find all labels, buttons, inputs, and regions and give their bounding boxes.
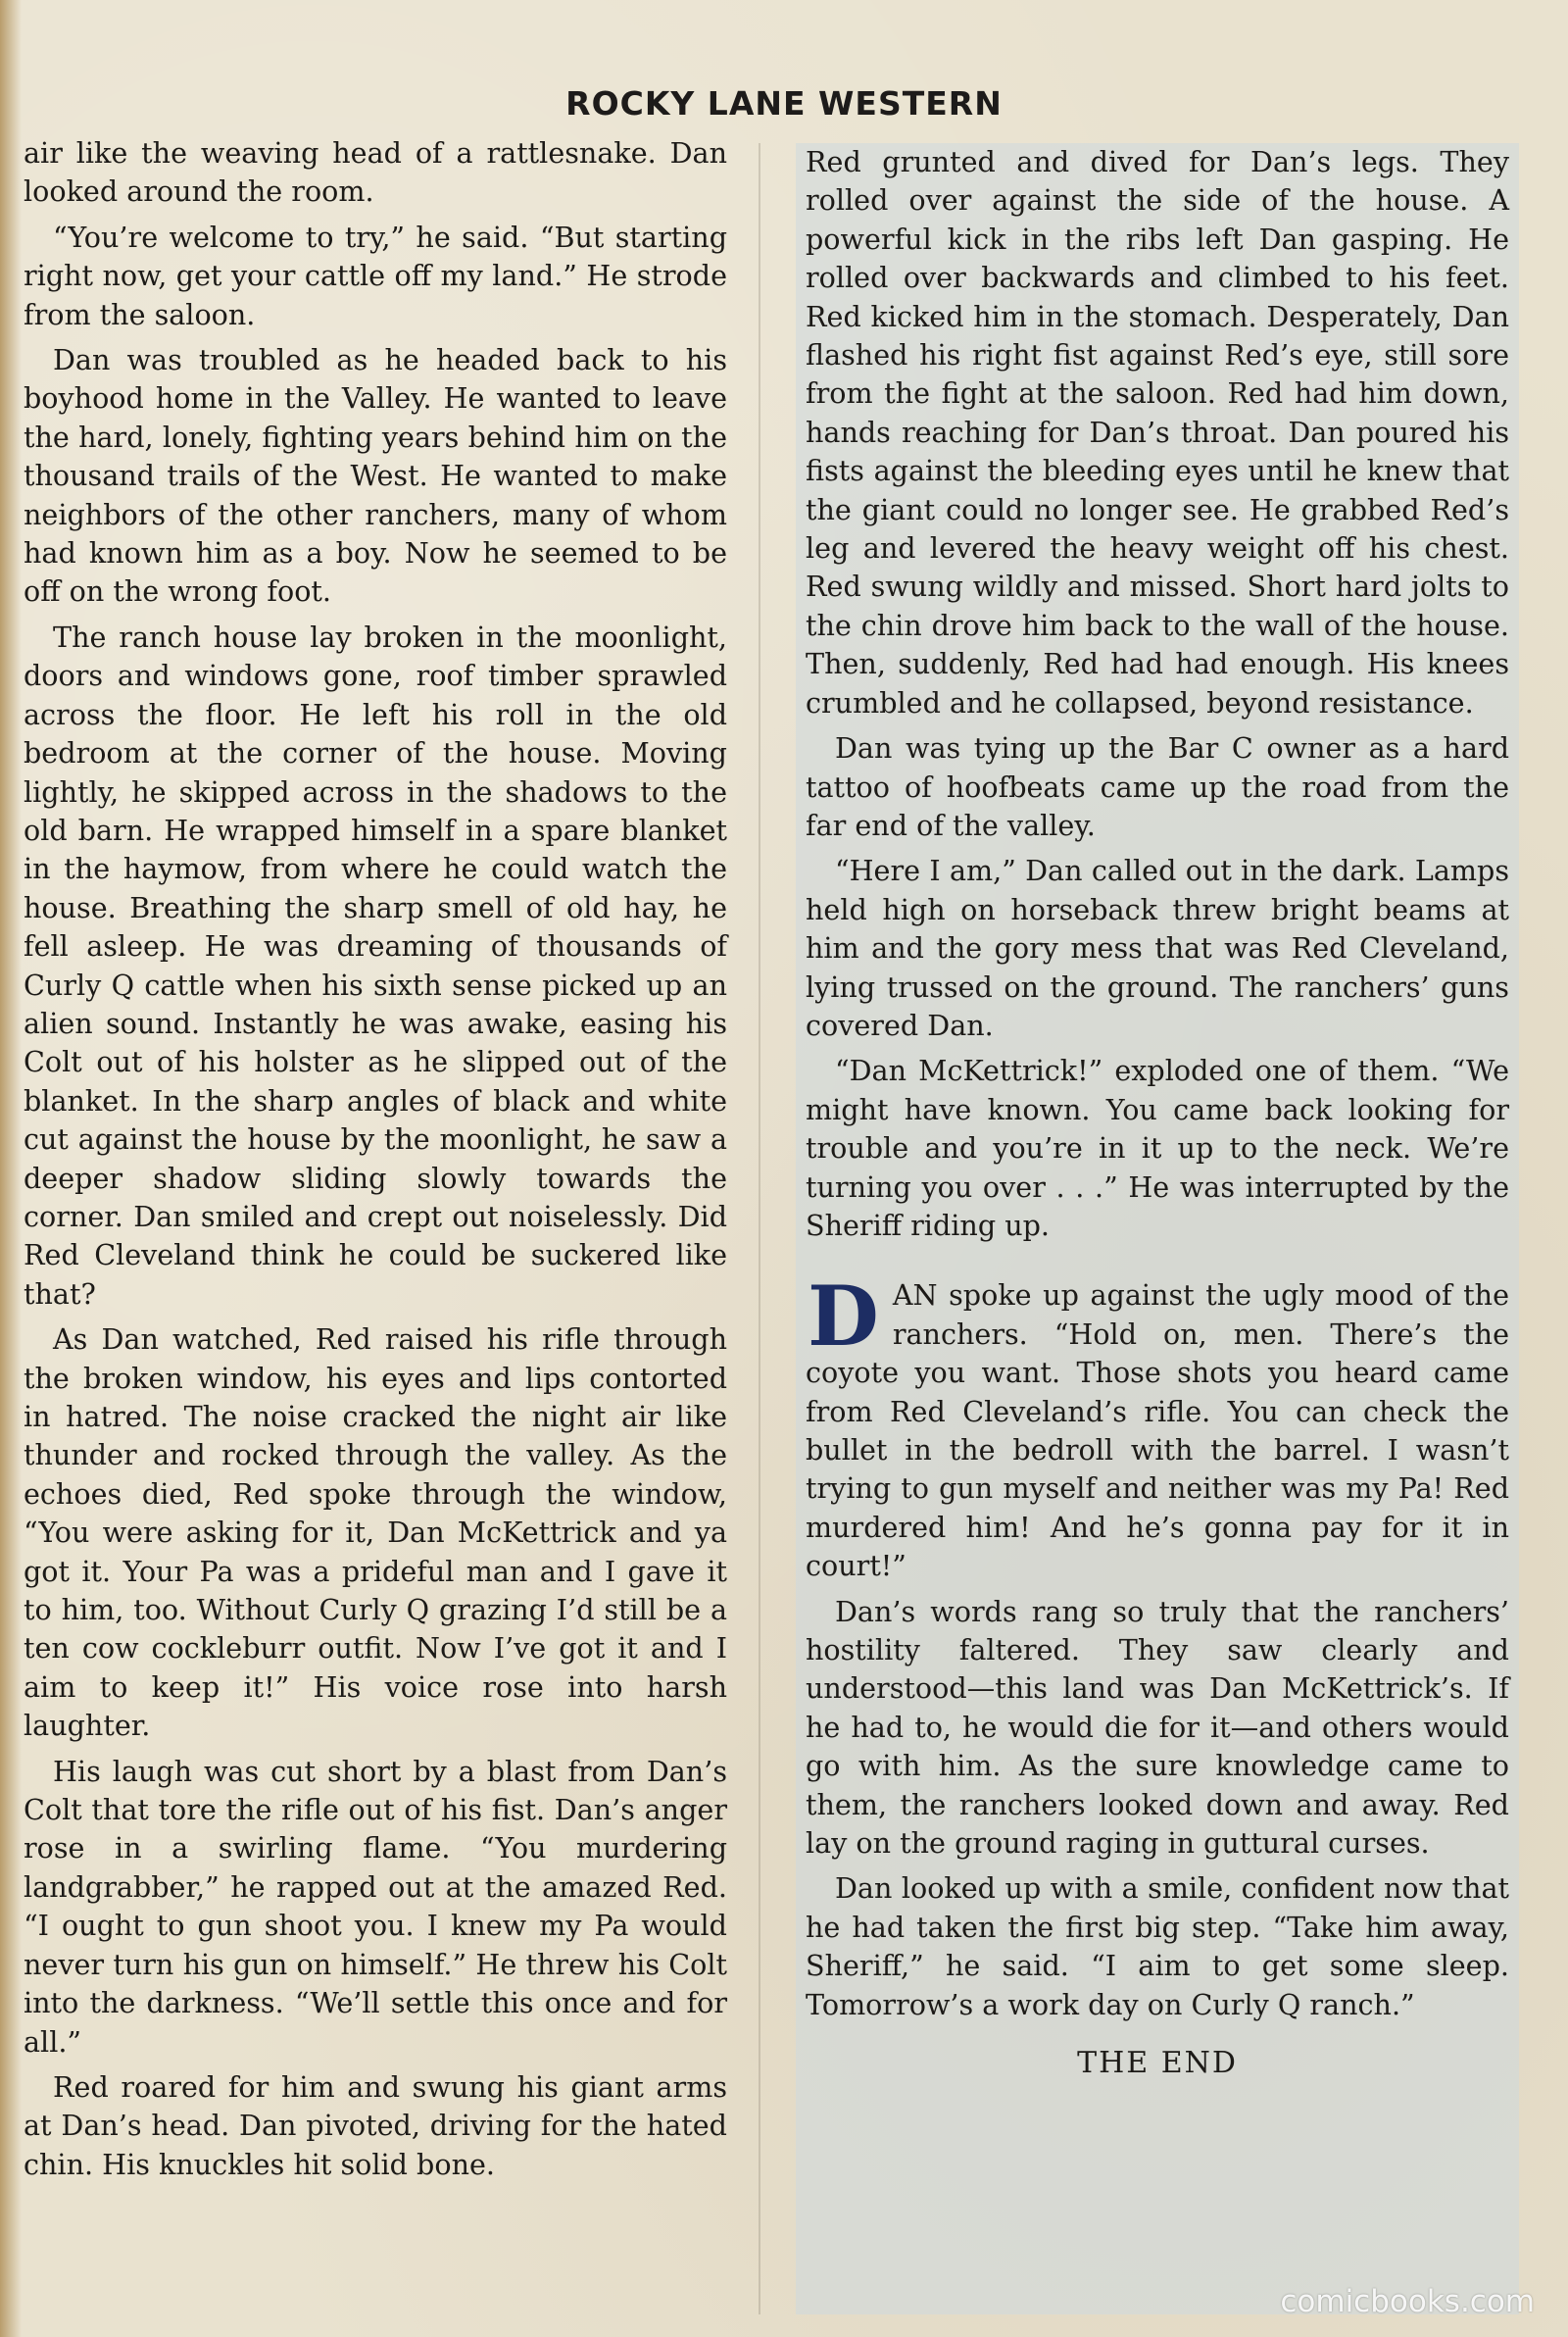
drop-cap-letter: D [808, 1268, 879, 1366]
left-paragraph-7: Red roared for him and swung his giant arms at Dan’s head. Dan pivoted, driving for the hated chin. His knuckles hit solid bone. [24, 2069, 727, 2181]
left-paragraph-3: Dan was troubled as he headed back to his boyhood home in the Valley. He wanted to leave the hard, lonely, fighting years behind him on the thousand trails of the West. He wanted to make neighbors of the other ranchers, many of whom had known him as a boy. Now he seemed to be off on the wrong foot. [24, 343, 727, 609]
closing-paragraph-1: Dan’s words rang so truly that the ranchers’ hostility faltered. They saw clearly and understood—this land was Dan McKettrick’s. If he had to, he would die for it—and others would go with him. As the sure knowledge came to them, the ranchers looked down and away. Red lay on the ground raging in guttural curses. [806, 1594, 1509, 1861]
drop-cap-paragraph [806, 1268, 1509, 1585]
site-watermark: comicbooks.com [1280, 2284, 1535, 2319]
left-paragraph-4: The ranch house lay broken in the moonlight, doors and windows gone, roof timber sprawled across the floor. He left his roll in the old bedroom at the corner of the house. Moving lightly, he skipped across in the shadows to the old barn. He wrapped himself in a spare blanket in the haymow, from where he could watch the house. Breathing the sharp smell of old hay, he fell asleep. He was dreaming of thousands of Curly Q cattle when his sixth sense picked up an alien sound. Instantly he was awake, easing his Colt out of his holster as he slipped out of the blanket. In the sharp angles of black and white cut against the house by the moonlight, he saw a deeper shadow sliding slowly towards the corner. Dan smiled and crept out noiselessly. Did Red Cleveland think he could be suckered like that? [24, 620, 727, 1311]
the-end-label: THE END [1077, 2046, 1238, 2081]
left-paragraph-1: air like the weaving head of a rattlesnake. Dan looked around the room. [24, 136, 727, 209]
closing-paragraph-2: Dan looked up with a smile, confident now that he had taken the first big step. “Take him away, Sheriff,” he said. “I aim to get some sleep. Tomorrow’s a work day on Curly Q ranch.” [806, 1871, 1509, 2021]
right-paragraph-1: Red grunted and dived for Dan’s legs. They rolled over against the side of the house. A powerful kick in the ribs left Dan gasping. He rolled over backwards and climbed to his feet. Red kicked him in the stomach. Desperately, Dan flashed his right fist against Red’s eye, still sore from the fight at the saloon. Red had him down, hands reaching for Dan’s throat. Dan poured his fists against the bleeding eyes until he knew that the giant could no longer see. He grabbed Red’s leg and levered the heavy weight off his chest. Red swung wildly and missed. Short hard jolts to the chin drove him back to the wall of the house. Then, suddenly, Red had had enough. His knees crumbled and he collapsed, beyond resistance. [806, 145, 1509, 720]
left-paragraph-2: “You’re welcome to try,” he said. “But starting right now, get your cattle off my land.” He strode from the saloon. [24, 220, 727, 331]
right-paragraph-4: “Dan McKettrick!” exploded one of them. “We might have known. You came back looking for trouble and you’re in it up to the neck. We’re turning you over . . .” He was interrupted by the Sheriff riding up. [806, 1054, 1509, 1242]
left-paragraph-5: As Dan watched, Red raised his rifle through the broken window, his eyes and lips contorted in hatred. The noise cracked the night air like thunder and rocked through the valley. As the echoes died, Red spoke through the window, “You were asking for it, Dan McKettrick and ya got it. Your Pa was a prideful man and I gave it to him, too. Without Curly Q grazing I’d still be a ten cow cockleburr outfit. Now I’ve got it and I aim to keep it!” His voice rose into harsh laughter. [24, 1322, 727, 1743]
left-column [24, 134, 727, 2191]
left-paragraph-6: His laugh was cut short by a blast from Dan’s Colt that tore the rifle out of his fist. Dan’s anger rose in a swirling flame. “You murdering landgrabber,” he rapped out at the amazed Red. “I ought to gun shoot you. I knew my Pa would never turn his gun on himself.” He threw his Colt into the darkness. “We’ll settle this once and for all.” [24, 1754, 727, 2059]
column-divider [759, 143, 760, 2314]
running-head: ROCKY LANE WESTERN [565, 84, 1003, 123]
page-edge-shadow [0, 0, 22, 2337]
right-paragraph-2: Dan was tying up the Bar C owner as a hard tattoo of hoofbeats came up the road from the far end of the valley. [806, 731, 1509, 842]
right-column [796, 143, 1519, 2314]
drop-cap-paragraph-text: AN spoke up against the ugly mood of the ranchers. “Hold on, men. There’s the coyote you want. Those shots you heard came from Red Cleveland’s rifle. You can check the bullet in the bedroll with the barrel. I wasn’t trying to gun myself and neither was my Pa! Red murdered him! And he’s gonna pay for it in court!” [806, 1278, 1509, 1583]
right-paragraph-3: “Here I am,” Dan called out in the dark. Lamps held high on horseback threw bright beams at him and the gory mess that was Red Cleveland, lying trussed on the ground. The ranchers’ guns covered Dan. [806, 854, 1509, 1042]
